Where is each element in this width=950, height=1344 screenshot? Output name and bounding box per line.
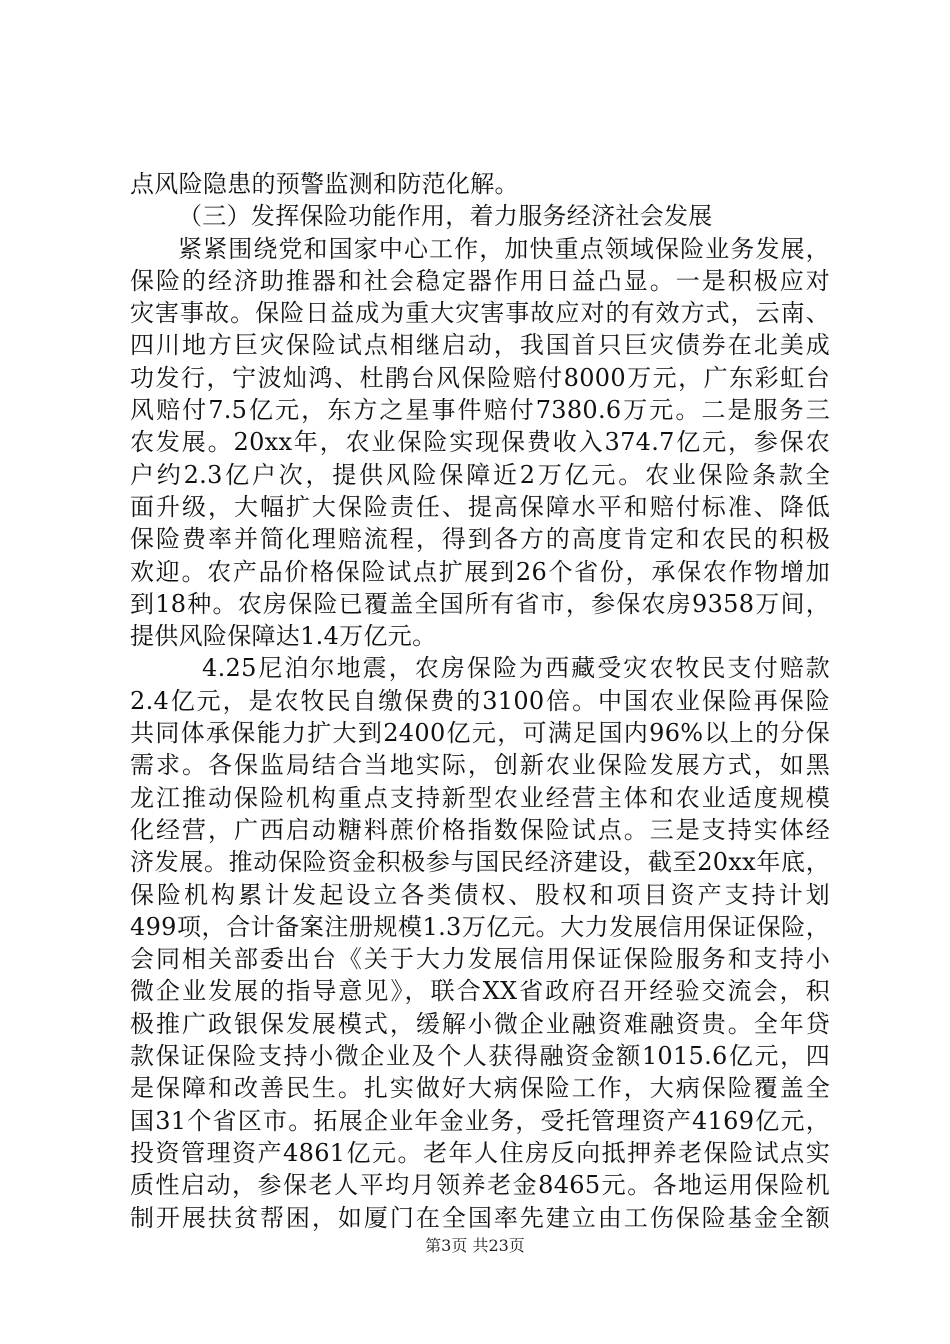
text-line: 499项，合计备案注册规模1.3万亿元。大力发展信用保证保险，	[130, 912, 830, 941]
text-line: 需求。各保监局结合当地实际，创新农业保险发展方式，如黑	[130, 751, 830, 780]
text-line: 会同相关部委出台《关于大力发展信用保证保险服务和支持小	[130, 945, 830, 974]
text-line: 微企业发展的指导意见》，联合XX省政府召开经验交流会，积	[130, 977, 830, 1006]
text-line: 国31个省区市。拓展企业年金业务，受托管理资产4169亿元，	[130, 1106, 830, 1135]
document-body	[130, 168, 830, 1234]
text-line: 龙江推动保险机构重点支持新型农业经营主体和农业适度规模	[130, 783, 830, 812]
text-line: 欢迎。农产品价格保险试点扩展到26个省份，承保农作物增加	[130, 557, 830, 586]
text-line: 功发行，宁波灿鸿、杜鹃台风保险赔付8000万元，广东彩虹台	[130, 363, 830, 392]
text-line: 到18种。农房保险已覆盖全国所有省市，参保农房9358万间，	[130, 589, 830, 618]
text-line: 紧紧围绕党和国家中心工作，加快重点领域保险业务发展，	[178, 234, 830, 263]
text-line: 投资管理资产4861亿元。老年人住房反向抵押养老保险试点实	[130, 1138, 830, 1167]
text-line: 4.25尼泊尔地震，农房保险为西藏受灾农牧民支付赔款	[202, 654, 830, 683]
text-line: 2.4亿元，是农牧民自缴保费的3100倍。中国农业保险再保险	[130, 686, 830, 715]
text-line: 化经营，广西启动糖料蔗价格指数保险试点。三是支持实体经	[130, 815, 830, 844]
text-line: 制开展扶贫帮困，如厦门在全国率先建立由工伤保险基金全额	[130, 1203, 830, 1232]
text-line: 灾害事故。保险日益成为重大灾害事故应对的有效方式，云南、	[130, 299, 830, 328]
text-line: 款保证保险支持小微企业及个人获得融资金额1015.6亿元，四	[130, 1042, 830, 1071]
text-line: 共同体承保能力扩大到2400亿元，可满足国内96%以上的分保	[130, 719, 830, 748]
text-line: 济发展。推动保险资金积极参与国民经济建设，截至20xx年底，	[130, 848, 830, 877]
text-line: 保险机构累计发起设立各类债权、股权和项目资产支持计划	[130, 880, 830, 909]
page-footer: 第3页 共23页	[425, 1236, 525, 1255]
text-line: 风赔付7.5亿元，东方之星事件赔付7380.6万元。二是服务三	[130, 396, 830, 425]
text-line: 户约2.3亿户次，提供风险保障近2万亿元。农业保险条款全	[130, 460, 830, 489]
text-line: 质性启动，参保老人平均月领养老金8465元。各地运用保险机	[130, 1171, 830, 1200]
text-line: 保险的经济助推器和社会稳定器作用日益凸显。一是积极应对	[130, 266, 830, 295]
text-line: 农发展。20xx年，农业保险实现保费收入374.7亿元，参保农	[130, 428, 830, 457]
text-line: 提供风险保障达1.4万亿元。	[130, 622, 437, 651]
text-line: 极推广政银保发展模式，缓解小微企业融资难融资贵。全年贷	[130, 1009, 830, 1038]
text-line: 四川地方巨灾保险试点相继启动，我国首只巨灾债券在北美成	[130, 331, 830, 360]
text-line: 是保障和改善民生。扎实做好大病保险工作，大病保险覆盖全	[130, 1074, 830, 1103]
text-line: 点风险隐患的预警监测和防范化解。	[130, 170, 519, 198]
text-line: 保险费率并简化理赔流程，得到各方的高度肯定和农民的积极	[130, 525, 830, 554]
text-line: 面升级，大幅扩大保险责任、提高保障水平和赔付标准、降低	[130, 492, 830, 521]
text-line: （三）发挥保险功能作用，着力服务经济社会发展	[178, 202, 713, 231]
